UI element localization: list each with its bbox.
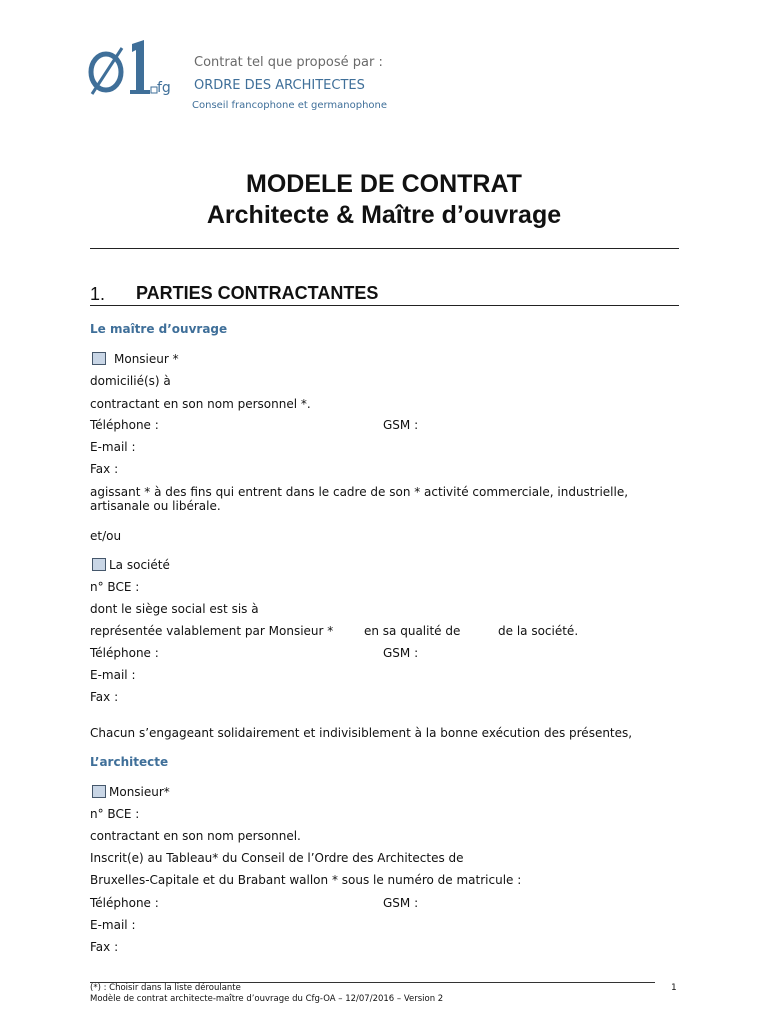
document-subtitle: Architecte & Maître d’ouvrage	[206, 201, 562, 229]
contractant-label: contractant en son nom personnel *.	[90, 397, 311, 411]
order-logo	[88, 38, 174, 98]
section-number: 1.	[90, 284, 106, 304]
architecte-fax-label: Fax :	[90, 940, 119, 954]
fax-label: Fax :	[90, 690, 119, 704]
telephone-label: Téléphone :	[90, 646, 159, 660]
telephone-label: Téléphone :	[90, 418, 159, 432]
org-name: ORDRE DES ARCHITECTES	[194, 78, 365, 93]
architecte-monsieur-label: Monsieur*	[109, 785, 170, 799]
de-la-societe-label: de la société.	[498, 624, 579, 638]
monsieur-label: Monsieur *	[114, 352, 179, 366]
societe-checkbox[interactable]	[92, 558, 106, 571]
agissant-paragraph: agissant * à des fins qui entrent dans le cadre de son * activité commerciale, industrielle, artisanale ou libérale.	[90, 485, 629, 513]
monsieur-checkbox[interactable]	[92, 352, 106, 365]
architecte-telephone-label: Téléphone :	[90, 896, 159, 910]
societe-label: La société	[109, 558, 170, 572]
architecte-monsieur-checkbox[interactable]	[92, 785, 106, 798]
domicilie-label: domicilié(s) à	[90, 374, 171, 388]
fax-label: Fax :	[90, 462, 119, 476]
chacun-paragraph: Chacun s’engageant solidairement et indivisiblement à la bonne exécution des présentes,	[90, 726, 633, 740]
council-name: Conseil francophone et germanophone	[192, 100, 388, 111]
svg-text:fg: fg	[157, 80, 171, 96]
proposed-by-text: Contrat tel que proposé par :	[194, 55, 383, 70]
title-divider	[90, 248, 679, 249]
siege-label: dont le siège social est sis à	[90, 602, 259, 616]
architecte-email-label: E-mail :	[90, 918, 136, 932]
section-title: PARTIES CONTRACTANTES	[136, 283, 379, 303]
gsm-label: GSM :	[383, 646, 419, 660]
inscrit-label: Inscrit(e) au Tableau* du Conseil de l’Ordre des Architectes de	[90, 851, 464, 865]
architecte-contractant-label: contractant en son nom personnel.	[90, 829, 301, 843]
maitre-heading: Le maître d’ouvrage	[90, 322, 228, 336]
footer-doc-ref: Modèle de contrat architecte-maître d’ouvrage du Cfg-OA – 12/07/2016 – Version 2	[90, 994, 444, 1004]
architecte-heading: L’architecte	[90, 755, 169, 769]
representee-label: représentée valablement par Monsieur *	[90, 624, 334, 638]
email-label: E-mail :	[90, 440, 136, 454]
page-number: 1	[671, 983, 677, 993]
qualite-label: en sa qualité de	[364, 624, 461, 638]
email-label: E-mail :	[90, 668, 136, 682]
architecte-gsm-label: GSM :	[383, 896, 419, 910]
etou-label: et/ou	[90, 529, 122, 543]
bruxelles-label: Bruxelles-Capitale et du Brabant wallon * sous le numéro de matricule :	[90, 873, 522, 887]
bce-label: n° BCE :	[90, 580, 140, 594]
section-divider	[90, 305, 679, 306]
architecte-bce-label: n° BCE :	[90, 807, 140, 821]
document-title: MODELE DE CONTRAT	[246, 170, 522, 198]
gsm-label: GSM :	[383, 418, 419, 432]
footer-note: (*) : Choisir dans la liste déroulante	[90, 983, 241, 993]
